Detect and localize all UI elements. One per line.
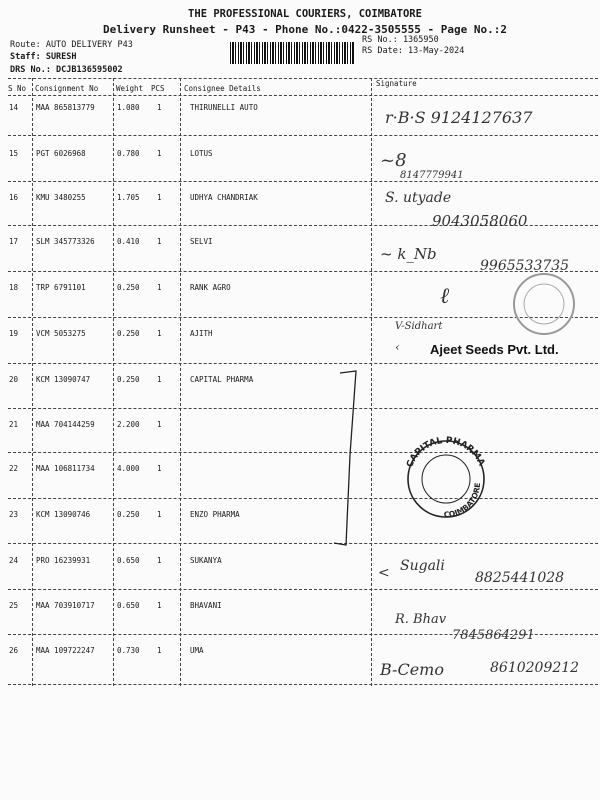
- cell-sno: 22: [9, 464, 19, 473]
- cell-consignment: MAA 109722247: [36, 646, 95, 655]
- barcode-image: [230, 42, 355, 64]
- signature-row17-phone: 9965533735: [480, 258, 570, 274]
- row-separator: [8, 589, 598, 590]
- cell-pcs: 1: [157, 646, 162, 655]
- row-separator: [8, 135, 598, 136]
- cell-consignment: TRP 6791101: [36, 283, 86, 292]
- cell-consignment: PRO 16239931: [36, 556, 91, 565]
- cell-pcs: 1: [157, 103, 162, 112]
- cell-pcs: 1: [157, 237, 162, 246]
- col-header-consignee: Consignee Details: [184, 84, 261, 93]
- col-header-signature: Signature: [376, 79, 417, 88]
- signature-row17-mark: ~ k_Nb: [380, 245, 437, 263]
- signature-row16-name: S. utyade: [385, 190, 452, 206]
- cell-sno: 20: [9, 375, 19, 384]
- cell-sno: 24: [9, 556, 19, 565]
- cell-consignee: AJITH: [190, 329, 213, 338]
- signature-row24-mark: <: [378, 565, 390, 581]
- cell-pcs: 1: [157, 375, 162, 384]
- cell-sno: 23: [9, 510, 19, 519]
- cell-weight: 0.250: [117, 375, 140, 384]
- cell-pcs: 1: [157, 601, 162, 610]
- cell-consignee: ENZO PHARMA: [190, 510, 240, 519]
- cell-sno: 25: [9, 601, 19, 610]
- signature-row26-name: B-Cemo: [380, 660, 444, 679]
- signature-row18-mark: ℓ: [440, 284, 450, 309]
- bracket-mark: [322, 365, 362, 550]
- cell-pcs: 1: [157, 510, 162, 519]
- cell-weight: 0.250: [117, 283, 140, 292]
- row-separator: [8, 543, 598, 544]
- cell-consignee: SUKANYA: [190, 556, 222, 565]
- cell-consignment: PGT 6026968: [36, 149, 86, 158]
- row-separator: [8, 452, 598, 453]
- cell-pcs: 1: [157, 283, 162, 292]
- cell-weight: 1.080: [117, 103, 140, 112]
- col-header-consignment: Consignment No: [35, 84, 99, 93]
- round-stamp-row18: [498, 270, 590, 340]
- cell-weight: 2.200: [117, 420, 140, 429]
- cell-consignment: MAA 704144259: [36, 420, 95, 429]
- cell-consignee: UDHYA CHANDRIAK: [190, 193, 258, 202]
- rs-date: RS Date: 13-May-2024: [362, 46, 465, 56]
- cell-consignee: BHAVANI: [190, 601, 222, 610]
- column-divider: [180, 78, 181, 686]
- cell-consignment: MAA 106811734: [36, 464, 95, 473]
- cell-weight: 0.650: [117, 556, 140, 565]
- cell-consignment: KMU 3480255: [36, 193, 86, 202]
- signature-row16-phone: 9043058060: [432, 212, 528, 230]
- cell-pcs: 1: [157, 556, 162, 565]
- cell-sno: 16: [9, 193, 19, 202]
- cell-consignee: UMA: [190, 646, 204, 655]
- column-divider: [371, 78, 372, 686]
- cell-weight: 0.730: [117, 646, 140, 655]
- cell-consignee: CAPITAL PHARMA: [190, 375, 254, 384]
- row-separator: [8, 684, 598, 685]
- cell-consignment: VCM 5053275: [36, 329, 86, 338]
- cell-pcs: 1: [157, 464, 162, 473]
- cell-pcs: 1: [157, 193, 162, 202]
- stamp-bottom-text: COIMBATORE: [443, 482, 483, 520]
- signature-row19-name: V-Sidhart: [395, 321, 443, 332]
- signature-row26-phone: 8610209212: [490, 660, 580, 676]
- route-label: Route: AUTO DELIVERY P43: [10, 40, 133, 50]
- cell-pcs: 1: [157, 149, 162, 158]
- drs-number: DRS No.: DCJB136595002: [10, 65, 123, 75]
- cell-sno: 18: [9, 283, 19, 292]
- company-stamp-row19: Ajeet Seeds Pvt. Ltd.: [430, 342, 559, 357]
- cell-pcs: 1: [157, 420, 162, 429]
- col-header-pcs: PCS: [151, 84, 165, 93]
- row-separator: [8, 408, 598, 409]
- cell-sno: 15: [9, 149, 19, 158]
- signature-row15-phone: 8147779941: [400, 170, 464, 181]
- header-top-rule: [8, 78, 598, 79]
- column-divider: [32, 78, 33, 686]
- signature-row24-name: Sugali: [400, 558, 445, 574]
- staff-label: Staff: SURESH: [10, 52, 77, 62]
- cell-sno: 14: [9, 103, 19, 112]
- cell-weight: 0.650: [117, 601, 140, 610]
- cell-consignee: THIRUNELLI AUTO: [190, 103, 258, 112]
- signature-phone: 9124127637: [430, 108, 533, 127]
- signature-row15-mark: ~8: [380, 150, 407, 171]
- cell-consignment: KCM 13090746: [36, 510, 91, 519]
- cell-consignment: MAA 703910717: [36, 601, 95, 610]
- cell-weight: 1.705: [117, 193, 140, 202]
- cell-weight: 0.780: [117, 149, 140, 158]
- cell-consignment: SLM 345773326: [36, 237, 95, 246]
- cell-consignee: RANK AGRO: [190, 283, 231, 292]
- cell-weight: 0.250: [117, 510, 140, 519]
- cell-sno: 26: [9, 646, 19, 655]
- cell-weight: 0.250: [117, 329, 140, 338]
- header-bottom-rule: [8, 95, 598, 96]
- signature-row25-name: R. Bhav: [395, 612, 447, 627]
- row-separator: [8, 181, 598, 182]
- capital-pharma-stamp: [398, 435, 494, 521]
- cell-consignment: MAA 865813779: [36, 103, 95, 112]
- cell-weight: 0.410: [117, 237, 140, 246]
- signature-row24-phone: 8825441028: [475, 570, 565, 586]
- cell-consignee: LOTUS: [190, 149, 213, 158]
- runsheet-title: Delivery Runsheet - P43 - Phone No.:0422-3505555 - Page No.:2: [103, 23, 507, 36]
- rs-number: RS No.: 1365950: [362, 35, 439, 45]
- column-divider: [113, 78, 114, 686]
- company-title: THE PROFESSIONAL COURIERS, COIMBATORE: [188, 8, 422, 20]
- cell-sno: 17: [9, 237, 19, 246]
- col-header-weight: Weight: [116, 84, 144, 93]
- signature-row25-phone: 7845864291: [452, 628, 535, 643]
- signature-row14: r·B·S 9124127637: [385, 108, 533, 127]
- signature-row19-mark: ‹: [395, 340, 400, 354]
- stamp-top-text: CAPITAL PHARMA: [405, 435, 487, 470]
- cell-sno: 21: [9, 420, 19, 429]
- cell-pcs: 1: [157, 329, 162, 338]
- cell-consignment: KCM 13090747: [36, 375, 91, 384]
- row-separator: [8, 363, 598, 364]
- svg-text:COIMBATORE: [444, 482, 482, 519]
- cell-weight: 4.000: [117, 464, 140, 473]
- col-header-sno: S No: [8, 84, 27, 93]
- row-separator: [8, 498, 598, 499]
- cell-sno: 19: [9, 329, 19, 338]
- cell-consignee: SELVI: [190, 237, 213, 246]
